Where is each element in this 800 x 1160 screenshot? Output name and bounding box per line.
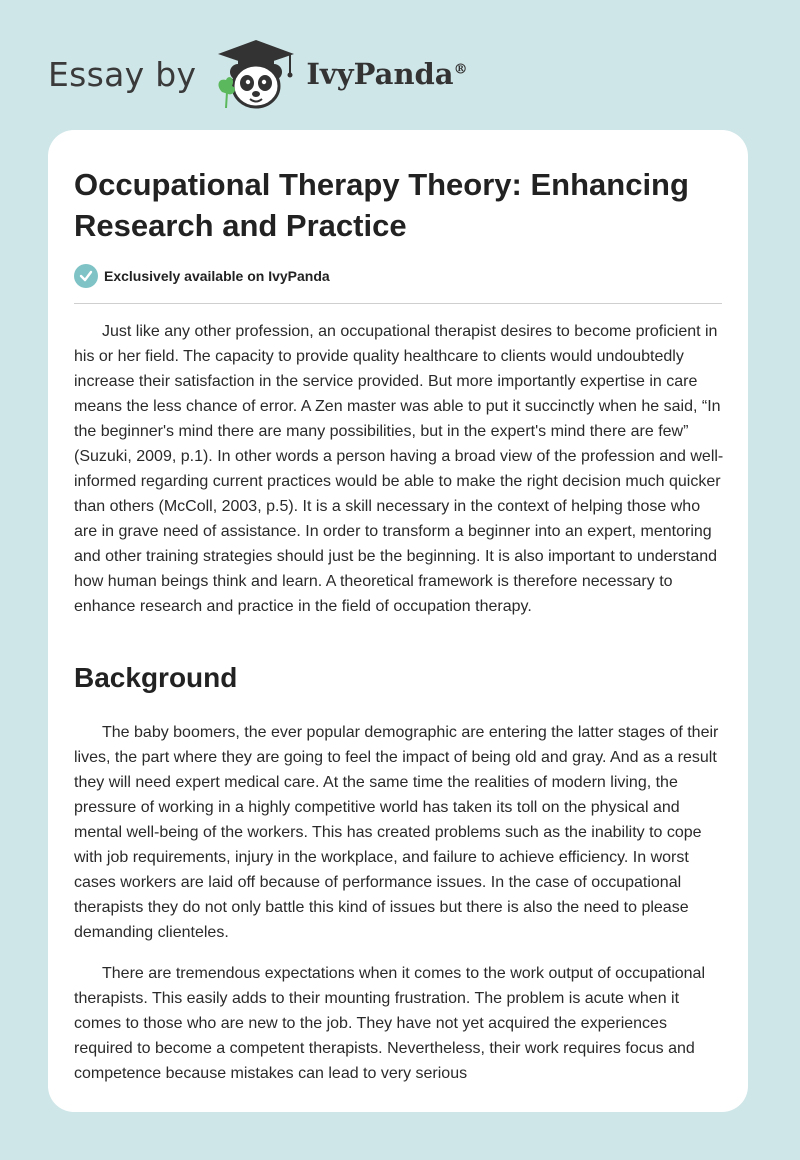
section-heading: Background bbox=[74, 662, 238, 693]
paragraph-background-2: There are tremendous expectations when it comes to the work output of occupational therapists. This easily adds to their mounting frustration. The problem is acute when it comes to those who are new to the job. They have not yet acquired the experiences required to become a competent therapists. Nevertheless, their work requires focus and competence because mistakes can lead to very serious bbox=[74, 965, 706, 1082]
page-title: Occupational Therapy Theory: Enhancing Research and Practice bbox=[74, 167, 689, 243]
registered-mark: ® bbox=[453, 61, 468, 78]
brand-name[interactable]: IvyPanda® bbox=[306, 57, 468, 91]
paragraph-background-1: The baby boomers, the ever popular demographic are entering the latter stages of their lives, the part where they are going to feel the impact of being old and gray. And as a result they will need expert medical care. At the same time the realities of modern living, the pressure of working in a highly competitive world has taken its toll on the physical and mental well-being of the workers. This has created problems such as the inability to cope with job requirements, injury in the workplace, and failure to achieve efficiency. In worst cases workers are laid off because of performance issues. In the case of occupational therapists they do not only battle this kind of issues but there is also the need to please demanding clienteles. bbox=[74, 724, 719, 941]
ivypanda-logo-icon[interactable] bbox=[208, 34, 304, 114]
check-icon bbox=[74, 264, 98, 288]
site-header bbox=[48, 34, 468, 114]
essay-by-label: Essay by bbox=[48, 54, 197, 94]
badge-label: Exclusively available on IvyPanda bbox=[104, 268, 330, 284]
exclusive-badge bbox=[74, 264, 330, 288]
paragraph-intro: Just like any other profession, an occupational therapist desires to become proficient in his or her field. The capacity to provide quality healthcare to clients would undoubtedly increase their satisfaction in the service provided. But more importantly expertise in care means the less chance of error. A Zen master was able to put it succinctly when he said, “In the beginner's mind there are many possibilities, but in the expert's mind there are few” (Suzuki, 2009, p.1). In other words a person having a broad view of the profession and well-informed regarding current practices would be able to make the right decision much quicker than others (McColl, 2003, p.5). It is a skill necessary in the context of helping those who are in grave need of assistance. In order to transform a beginner into an expert, mentoring and other training strategies should just be the beginning. It is also important to understand how human beings think and learn. A theoretical framework is therefore necessary to enhance research and practice in the field of occupation therapy. bbox=[74, 323, 724, 615]
divider bbox=[74, 303, 722, 304]
article-card bbox=[48, 130, 748, 1112]
